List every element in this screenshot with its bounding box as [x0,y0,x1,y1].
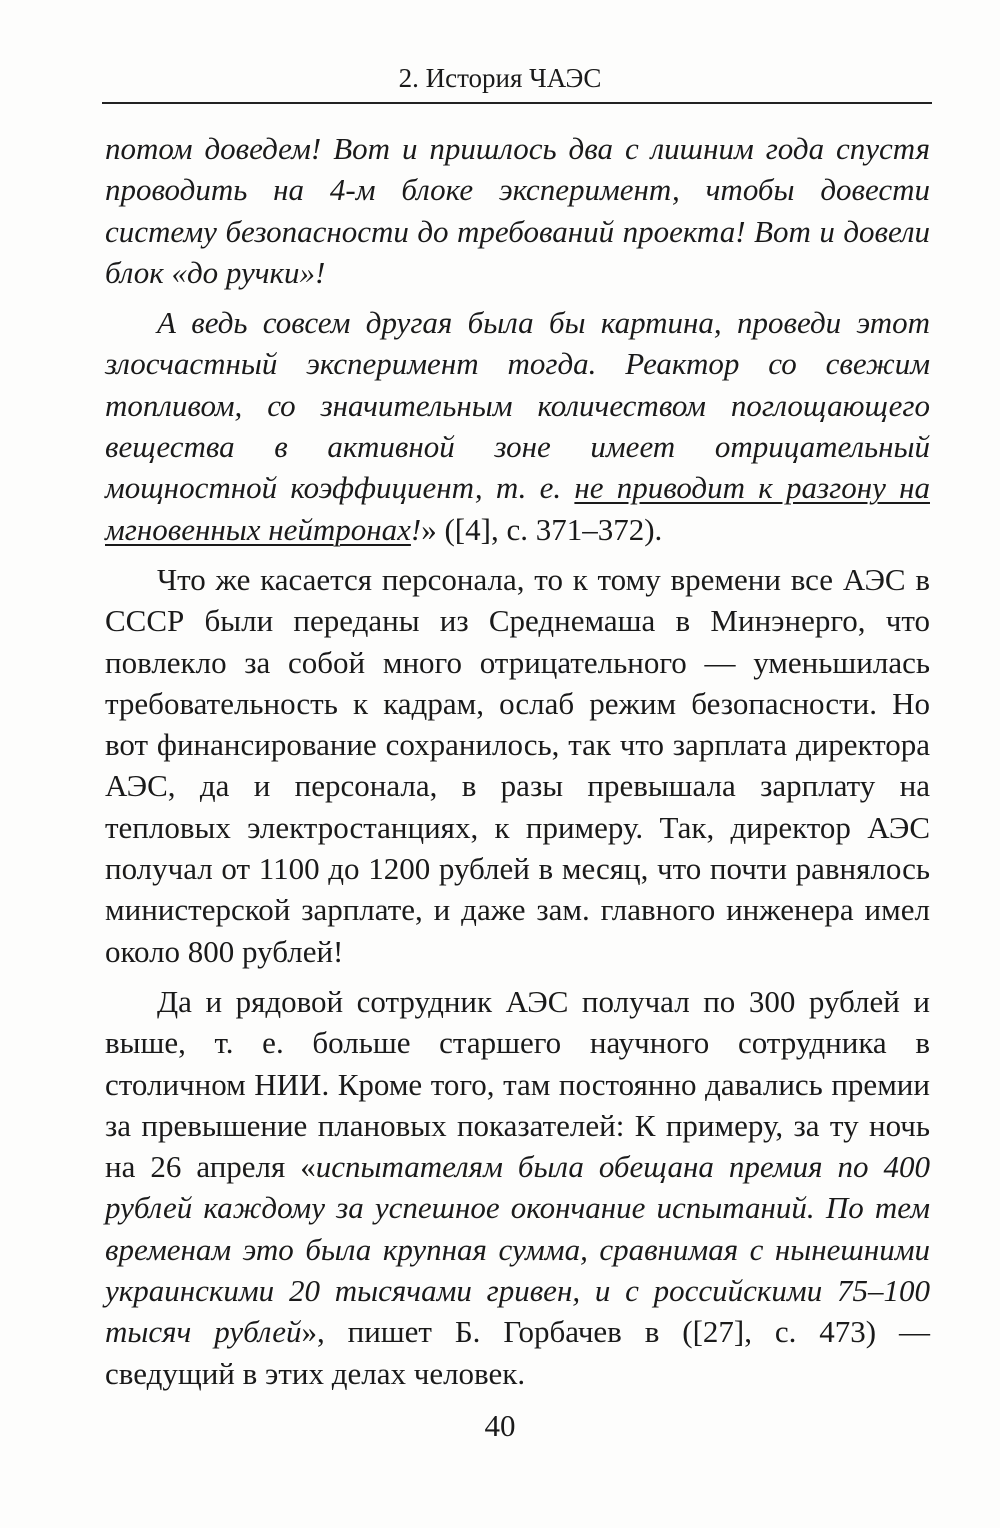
paragraph-text: Что же касается персонала, то к тому времени все АЭС в СССР были переданы из Среднемаша в Минэнерго, что повлекло за собой много отрицательного — уменьшилась требовательность к кадрам, ослаб режим безопасности. Но вот финансирование сохранилось, так что зарплата директора АЭС, да и персонала, в разы превышала зарплату на тепловых электростанциях, к примеру. Так, директор АЭС получал от 1100 до 1200 рублей в месяц, что почти равнялось министерской зарплате, и даже зам. главного инженера имел около 800 рублей! [105,561,930,969]
quote-text: А ведь совсем другая была бы картина, проведи этот злосчастный эксперимент тогда. Реактор со свежим топливом, со значительным количеством поглощающего вещества в активной зоне имеет отрицательный мощностной коэффициент, т. е. [105,305,930,506]
paragraph-3 [105,559,930,972]
underlined-emphasis: не приводит к разгону на мгновенных нейтронах [105,470,930,547]
citation: » ([4], с. 371–372). [421,511,663,547]
paragraph-lead: Да и рядовой сотрудник АЭС получал по 300 рублей и выше, т. е. больше старшего научного сотрудника в столичном НИИ. Кроме того, там постоянно давались премии за превышение плановых показателей: К примеру, за ту ночь на 26 апреля « [105,983,930,1185]
paragraph-tail: », пишет Б. Горбачев в ([27], с. 473) — сведущий в этих делах человек. [105,1314,930,1391]
paragraph-1 [105,128,930,293]
paragraph-2 [105,302,930,550]
page-number: 40 [484,1408,516,1443]
running-head: 2. История ЧАЭС [398,63,602,93]
paragraph-4 [105,981,930,1394]
quote-continuation: потом доведем! Вот и пришлось два с лишним года спустя проводить на 4-м блоке эксперимент, чтобы довести систему безопасности до требований проекта! Вот и довели блок «до ручки»! [105,131,930,290]
exclamation: ! [410,511,422,547]
italic-quote: испытателям была обещана премия по 400 рублей каждому за успешное окончание испытаний. По тем временам это была крупная сумма, сравнимая с нынешними украинскими 20 тысячами гривен, и с российскими 75–100 тысяч рублей [105,1149,930,1350]
header-rule [102,102,932,104]
body-text [105,128,930,1394]
